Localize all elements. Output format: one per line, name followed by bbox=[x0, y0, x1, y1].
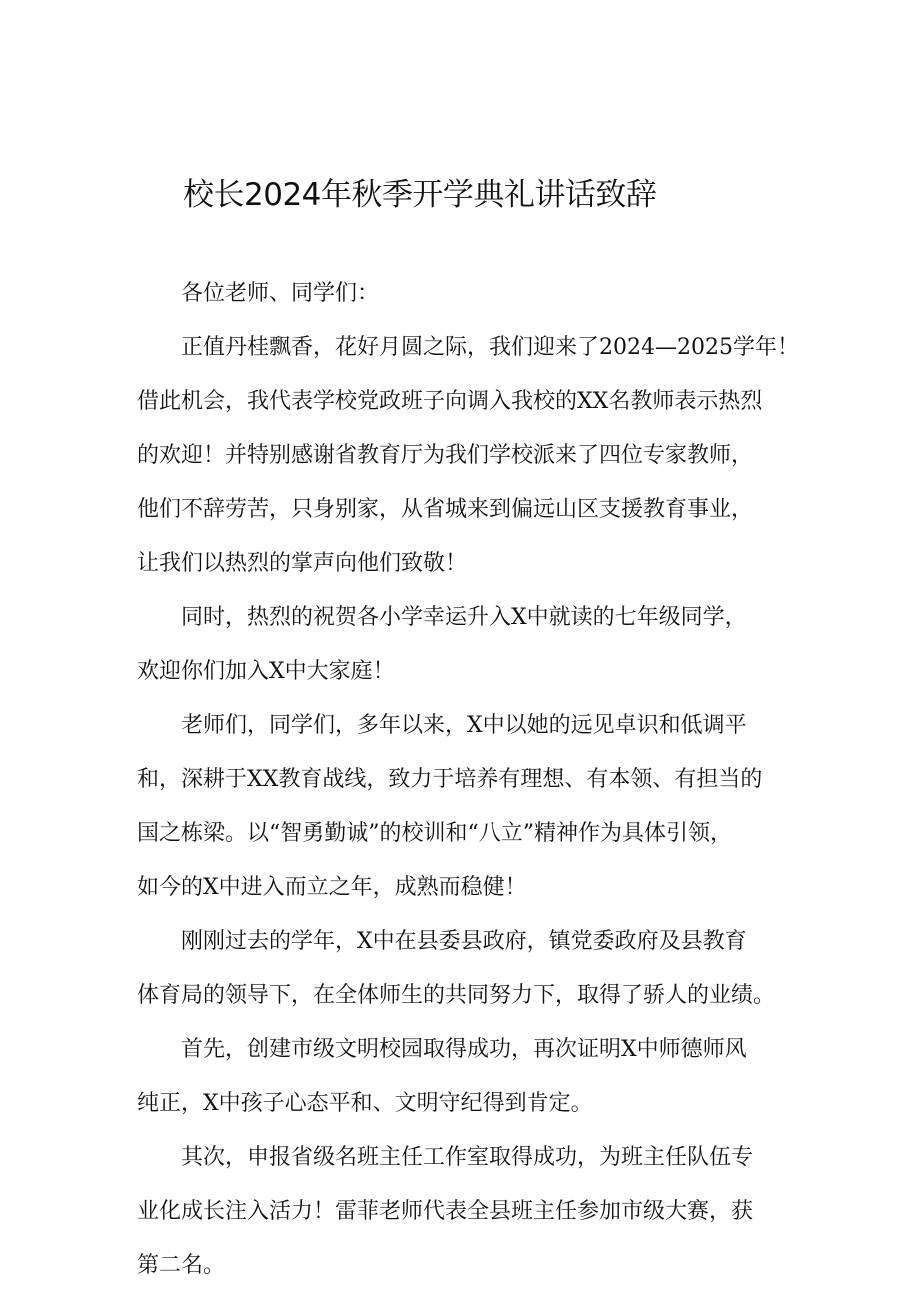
paragraph-line: 让我们以热烈的掌声向他们致敬！ bbox=[137, 551, 468, 576]
paragraph-line: 同时，热烈的祝贺各小学幸运升入X中就读的七年级同学， bbox=[181, 605, 747, 630]
paragraph-line: 其次，申报省级名班主任工作室取得成功，为班主任队伍专 bbox=[181, 1145, 754, 1170]
paragraph-2 bbox=[137, 591, 797, 699]
paragraph-line: 第二名。 bbox=[137, 1253, 226, 1278]
paragraph-line: 他们不辞劳苦，只身别家，从省城来到偏远山区支援教育事业， bbox=[137, 497, 754, 522]
paragraph-line: 业化成长注入活力！雷菲老师代表全县班主任参加市级大赛，获 bbox=[137, 1199, 754, 1224]
paragraph-line: 正值丹桂飘香，花好月圆之际，我们迎来了2024—2025学年！ bbox=[181, 335, 799, 360]
paragraph-line: 国之栋梁。以“智勇勤诚”的校训和“八立”精神作为具体引领， bbox=[137, 821, 732, 846]
document-title: 校长2024年秋季开学典礼讲话致辞 bbox=[183, 177, 657, 213]
paragraph-line: 和，深耕于XX教育战线，致力于培养有理想、有本领、有担当的 bbox=[137, 767, 763, 792]
paragraph-1 bbox=[137, 321, 797, 591]
paragraph-line: 纯正，X中孩子心态平和、文明守纪得到肯定。 bbox=[137, 1091, 593, 1116]
paragraph-5 bbox=[137, 1023, 797, 1131]
greeting-line: 各位老师、同学们： bbox=[181, 281, 380, 306]
paragraph-line: 首先，创建市级文明校园取得成功，再次证明X中师德师风 bbox=[181, 1037, 747, 1062]
paragraph-line: 借此机会，我代表学校党政班子向调入我校的XX名教师表示热烈 bbox=[137, 389, 763, 414]
paragraph-6 bbox=[137, 1131, 797, 1293]
paragraph-line: 的欢迎！并特别感谢省教育厅为我们学校派来了四位专家教师， bbox=[137, 443, 754, 468]
paragraph-line: 欢迎你们加入X中大家庭！ bbox=[137, 659, 395, 684]
paragraph-line: 刚刚过去的学年，X中在县委县政府，镇党委政府及县教育 bbox=[181, 929, 747, 954]
paragraph-line: 如今的X中进入而立之年，成熟而稳健！ bbox=[137, 875, 527, 900]
document-body bbox=[137, 267, 797, 1293]
paragraph-line: 老师们，同学们，多年以来，X中以她的远见卓识和低调平 bbox=[181, 713, 747, 738]
paragraph-line: 体育局的领导下，在全体师生的共同努力下，取得了骄人的业绩。 bbox=[137, 983, 776, 1008]
paragraph-4 bbox=[137, 915, 797, 1023]
greeting bbox=[137, 267, 797, 321]
paragraph-3 bbox=[137, 699, 797, 915]
